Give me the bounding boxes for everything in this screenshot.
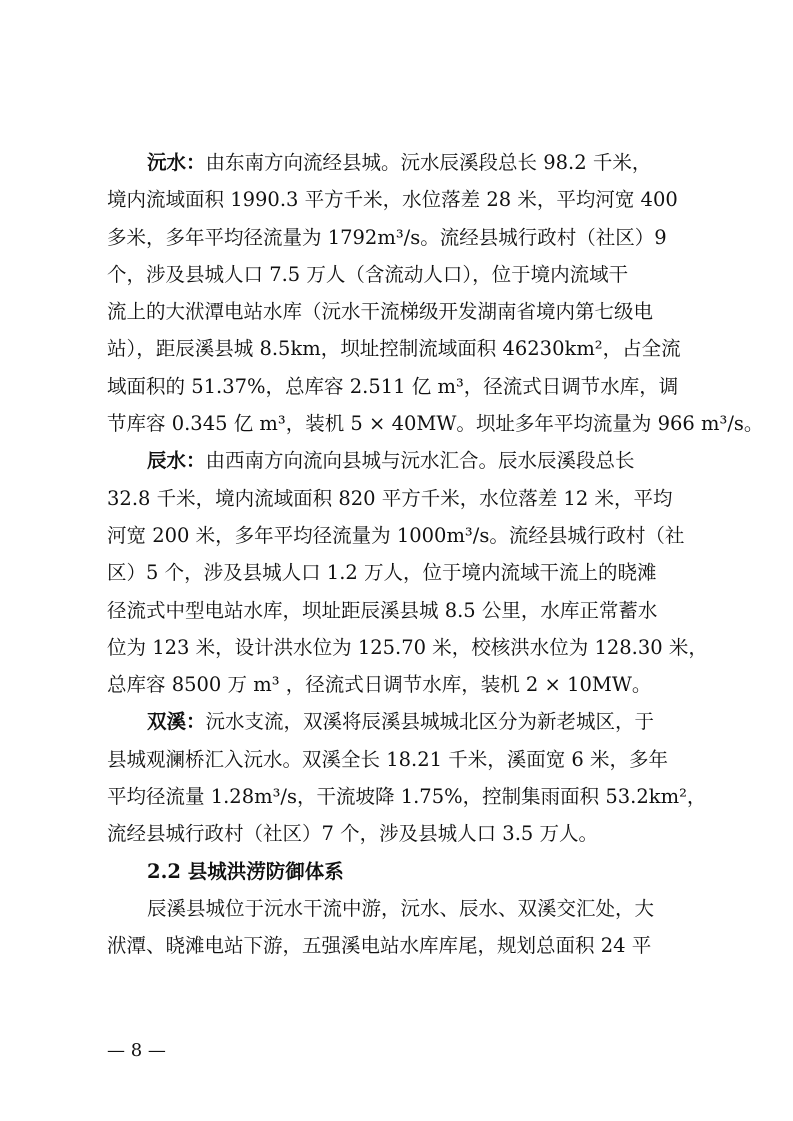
paragraph-text: 沅水支流，双溪将辰溪县城城北区分为新老城区，于 (205, 710, 655, 734)
paragraph-line: 区）5 个，涉及县城人口 1.2 万人，位于境内流域干流上的晓滩 (107, 561, 657, 585)
paragraph-line: 径流式中型电站水库，坝址距辰溪县城 8.5 公里，水库正常蓄水 (107, 598, 658, 622)
paragraph-line: 县城观澜桥汇入沅水。双溪全长 18.21 千米，溪面宽 6 米，多年 (107, 747, 669, 771)
paragraph-line: 总库容 8500 万 m³ ，径流式日调节水库，装机 2 × 10MW。 (107, 673, 652, 697)
paragraph-line: 流上的大洑潭电站水库（沅水干流梯级开发湖南省境内第七级电 (107, 300, 654, 324)
paragraph-label: 双溪： (147, 710, 206, 734)
paragraph-text: 由东南方向流经县城。沅水辰溪段总长 98.2 千米， (205, 151, 652, 174)
paragraph-line: 河宽 200 米，多年平均径流量为 1000m³/s。流经县城行政村（社 (107, 523, 685, 547)
page-number: — 8 — (107, 1040, 166, 1061)
paragraph-line: 境内流域面积 1990.3 平方千米，水位落差 28 米，平均河宽 400 (107, 188, 678, 212)
paragraph-line: 流经县城行政村（社区）7 个，涉及县城人口 3.5 万人。 (107, 822, 599, 846)
paragraph-line: 位为 123 米，设计洪水位为 125.70 米，校核洪水位为 128.30 米， (107, 635, 708, 659)
paragraph-line: 辰溪县城位于沅水干流中游，沅水、辰水、双溪交汇处，大 (147, 896, 655, 920)
paragraph-line (107, 442, 697, 479)
paragraph-line: 多米，多年平均径流量为 1792m³/s。流经县城行政村（社区）9 (107, 225, 667, 249)
paragraph-line (107, 144, 697, 181)
paragraph-line: 节库容 0.345 亿 m³，装机 5 × 40MW。坝址多年平均流量为 966 m³/s。 (107, 412, 764, 436)
paragraph-line: 洑潭、晓滩电站下游，五强溪电站水库库尾，规划总面积 24 平 (107, 934, 652, 958)
paragraph-label: 沅水： (147, 151, 206, 174)
paragraph-line: 域面积的 51.37%，总库容 2.511 亿 m³，径流式日调节水库，调 (107, 374, 679, 398)
section-heading: 2.2 县城洪涝防御体系 (147, 859, 344, 883)
paragraph-line: 32.8 千米，境内流域面积 820 平方千米，水位落差 12 米，平均 (107, 486, 673, 510)
paragraph-line: 站），距辰溪县城 8.5km，坝址控制流域面积 46230km²，占全流 (107, 337, 681, 361)
paragraph-text: 由西南方向流向县城与沅水汇合。辰水辰溪段总长 (205, 449, 635, 473)
paragraph-line (107, 703, 697, 740)
paragraph-line: 平均径流量 1.28m³/s，干流坡降 1.75%，控制集雨面积 53.2km²， (107, 785, 707, 809)
paragraph-label: 辰水： (147, 449, 206, 473)
paragraph-line: 个，涉及县城人口 7.5 万人（含流动人口），位于境内流域干 (107, 262, 629, 286)
document-body (107, 144, 764, 965)
